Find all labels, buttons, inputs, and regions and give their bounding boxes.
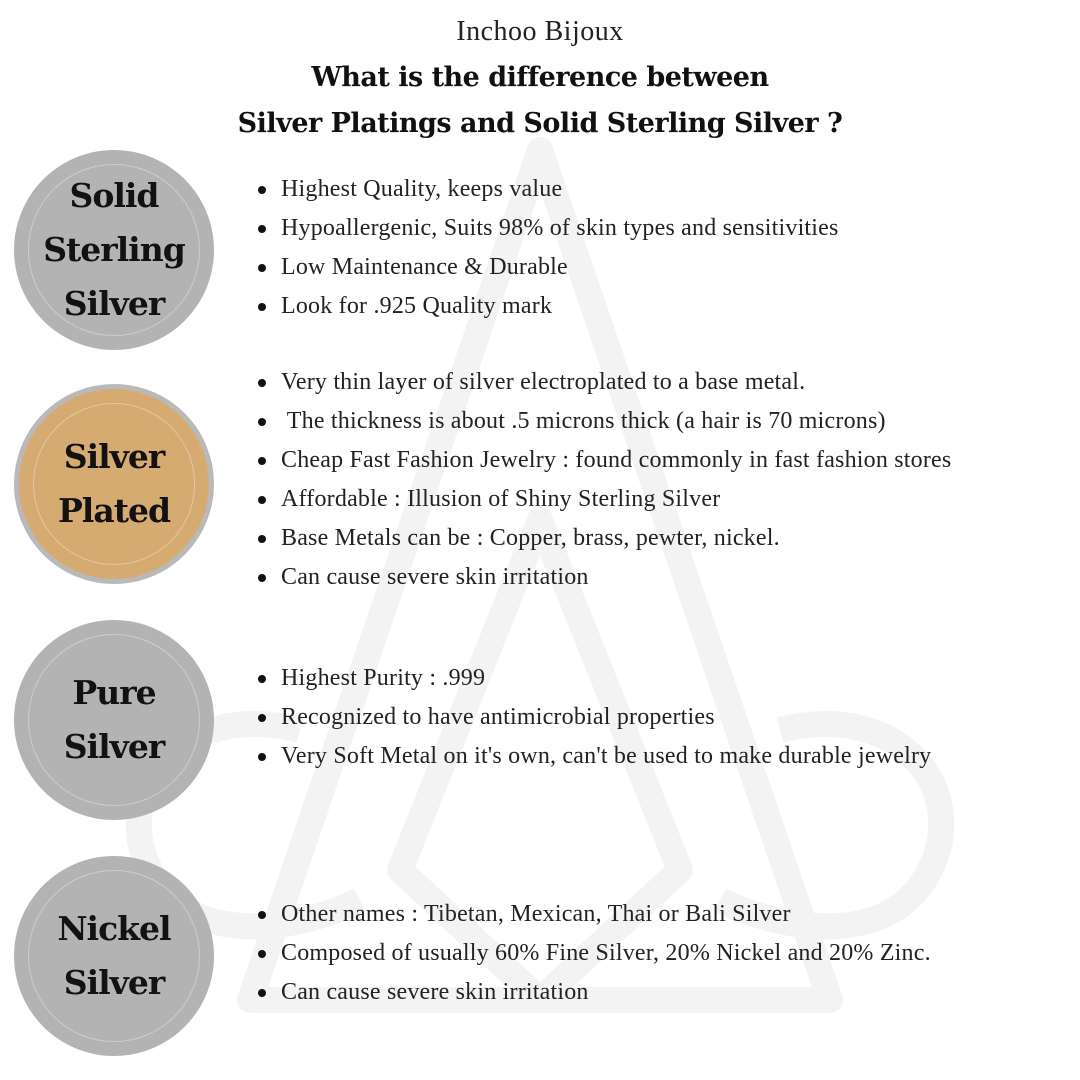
badge-label-line: Sterling <box>43 230 185 269</box>
silver-plated-bullets <box>258 363 951 597</box>
nickel-silver-badge <box>14 856 214 1056</box>
bullet-item: Low Maintenance & Durable <box>258 248 839 287</box>
bullet-item: Can cause severe skin irritation <box>258 558 951 597</box>
page-title-line-1: What is the difference between <box>311 62 769 93</box>
bullet-item: Recognized to have antimicrobial properties <box>258 698 931 737</box>
nickel-silver-bullets <box>258 895 931 1012</box>
pure-silver-badge <box>14 620 214 820</box>
bullet-item: Very Soft Metal on it's own, can't be used to make durable jewelry <box>258 737 931 776</box>
badge-label-line: Silver <box>63 963 165 1002</box>
badge-label-line: Nickel <box>57 909 171 948</box>
bullet-item: Base Metals can be : Copper, brass, pewter, nickel. <box>258 519 951 558</box>
badge-label-line: Pure <box>72 673 156 712</box>
bullet-item: Highest Purity : .999 <box>258 659 931 698</box>
pure-silver-bullets <box>258 659 931 776</box>
bullet-item: Highest Quality, keeps value <box>258 170 839 209</box>
bullet-item: Can cause severe skin irritation <box>258 973 931 1012</box>
brand-name: Inchoo Bijoux <box>456 16 624 47</box>
page-title-line-2: Silver Platings and Solid Sterling Silver ? <box>237 108 843 139</box>
bullet-item: Affordable : Illusion of Shiny Sterling Silver <box>258 480 951 519</box>
badge-label-line: Plated <box>57 491 171 530</box>
bullet-item: The thickness is about .5 microns thick (a hair is 70 microns) <box>258 402 951 441</box>
solid-sterling-silver-badge <box>14 150 214 350</box>
bullet-item: Cheap Fast Fashion Jewelry : found commonly in fast fashion stores <box>258 441 951 480</box>
badge-label-line: Silver <box>63 727 165 766</box>
bullet-item: Very thin layer of silver electroplated to a base metal. <box>258 363 951 402</box>
bullet-item: Look for .925 Quality mark <box>258 287 839 326</box>
silver-plated-badge <box>14 384 214 584</box>
solid-sterling-silver-bullets <box>258 170 839 326</box>
bullet-item: Hypoallergenic, Suits 98% of skin types and sensitivities <box>258 209 839 248</box>
bullet-item: Composed of usually 60% Fine Silver, 20% Nickel and 20% Zinc. <box>258 934 931 973</box>
badge-label-line: Silver <box>63 437 165 476</box>
badge-label-line: Silver <box>63 284 165 323</box>
bullet-item: Other names : Tibetan, Mexican, Thai or Bali Silver <box>258 895 931 934</box>
badge-label-line: Solid <box>69 176 159 215</box>
